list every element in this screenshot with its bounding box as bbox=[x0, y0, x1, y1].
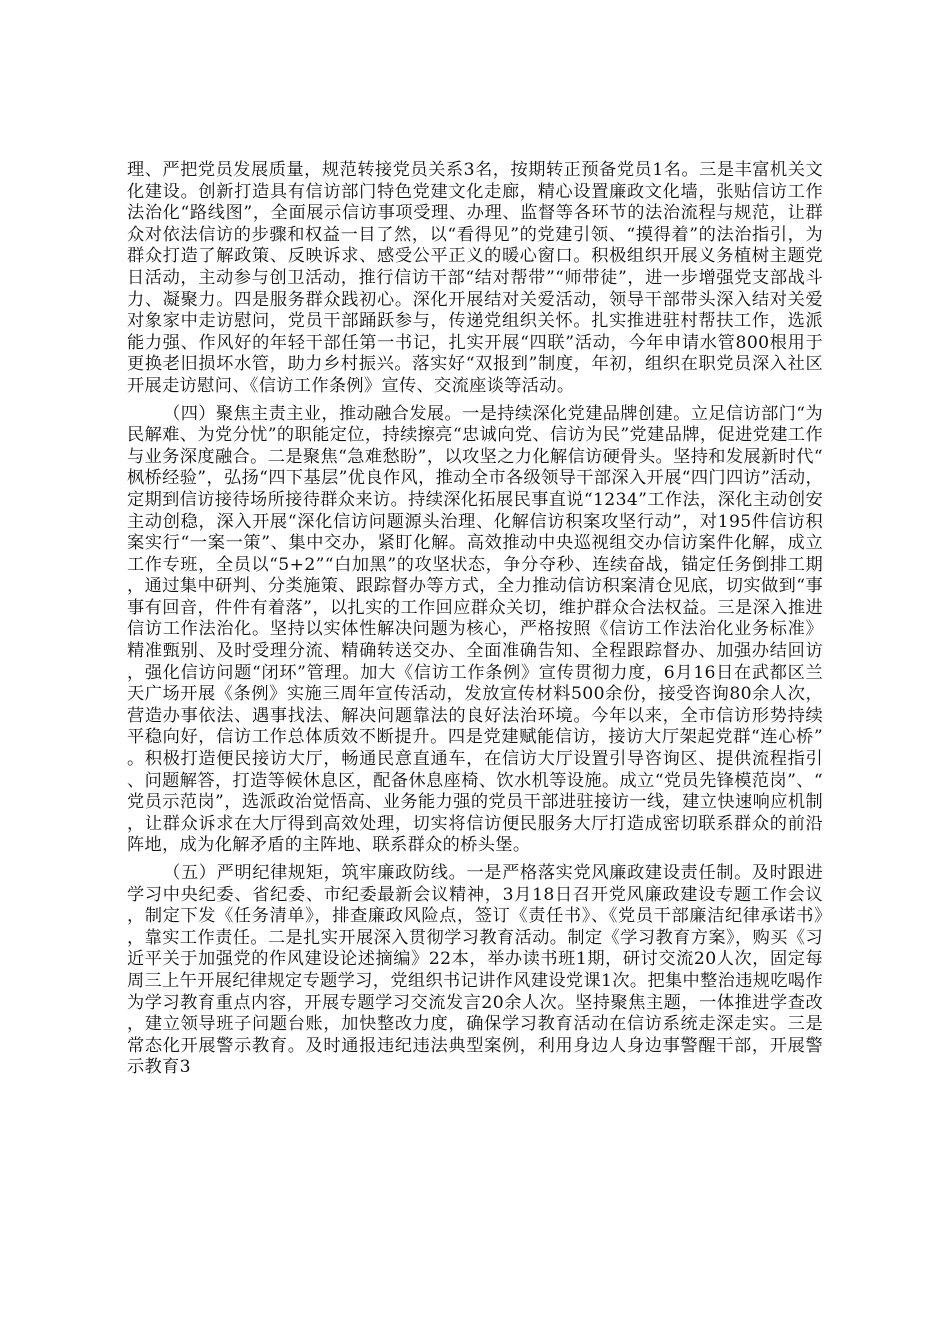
document-body bbox=[127, 160, 823, 1085]
paragraph-section-five: （五）严明纪律规矩，筑牢廉政防线。一是严格落实党风廉政建设责任制。及时跟进学习中央纪委、省纪委、市纪委最新会议精神，3月18日召开党风廉政建设专题工作会议，制定下发《任务清单》，排查廉政风险点，签订《责任书》、《党员干部廉洁纪律承诺书》，靠实工作责任。二是扎实开展深入贯彻学习教育活动。制定《学习教育方案》，购买《习近平关于加强党的作风建设论述摘编》22本，举办读书班1期，研讨交流20人次，固定每周三上午开展纪律规定专题学习，党组织书记讲作风建设党课1次。把集中整治违规吃喝作为学习教育重点内容，开展专题学习交流发言20余人次。坚持聚焦主题，一体推进学查改，建立领导班子问题台账，加快整改力度，确保学习教育活动在信访系统走深走实。三是常态化开展警示教育。及时通报违纪违法典型案例，利用身边人身边事警醒干部，开展警示教育3 bbox=[127, 863, 823, 1078]
paragraph-continued: 理、严把党员发展质量，规范转接党员关系3名，按期转正预备党员1名。三是丰富机关文化建设。创新打造具有信访部门特色党建文化走廊，精心设置廉政文化墙，张贴信访工作法治化“路线图”，全面展示信访事项受理、办理、监督等各环节的法治流程与规范，让群众对依法信访的步骤和权益一目了然，以“看得见”的党建引领、“摸得着”的法治指引，为群众打造了解政策、反映诉求、感受公平正义的暖心窗口。积极组织开展义务植树主题党日活动，主动参与创卫活动，推行信访干部“结对帮带”“师带徒”，进一步增强党支部战斗力、凝聚力。四是服务群众践初心。深化开展结对关爱活动，领导干部带头深入结对关爱对象家中走访慰问，党员干部踊跃参与，传递党组织关怀。扎实推进驻村帮扶工作，选派能力强、作风好的年轻干部任第一书记，扎实开展“四联”活动，今年申请水管800根用于更换老旧损坏水管，助力乡村振兴。落实好“双报到”制度，年初，组织在职党员深入社区开展走访慰问、《信访工作条例》宣传、交流座谈等活动。 bbox=[127, 160, 823, 396]
paragraph-section-four: （四）聚焦主责主业，推动融合发展。一是持续深化党建品牌创建。立足信访部门“为民解难、为党分忧”的职能定位，持续擦亮“忠诚向党、信访为民”党建品牌，促进党建工作与业务深度融合。二是聚焦“急难愁盼”，以攻坚之力化解信访硬骨头。坚持和发展新时代“枫桥经验”，弘扬“四下基层”优良作风，推动全市各级领导干部深入开展“四门四访”活动，定期到信访接待场所接待群众来访。持续深化拓展民事直说“1234”工作法，深化主动创安主动创稳，深入开展“深化信访问题源头治理、化解信访积案攻坚行动”，对195件信访积案实行“一案一策”、集中交办，紧盯化解。高效推动中央巡视组交办信访案件化解，成立工作专班，全员以“5+2”“白加黑”的攻坚状态，争分夺秒、连续奋战，锚定任务倒排工期，通过集中研判、分类施策、跟踪督办等方式，全力推动信访积案清仓见底，切实做到“事事有回音，件件有着落”，以扎实的工作回应群众关切，维护群众合法权益。三是深入推进信访工作法治化。坚持以实体性解决问题为核心，严格按照《信访工作法治化业务标准》精准甄别、及时受理分流、精确转送交办、全面准确告知、全程跟踪督办、加强办结回访，强化信访问题“闭环”管理。加大《信访工作条例》宣传贯彻力度，6月16日在武都区兰天广场开展《条例》实施三周年宣传活动，发放宣传材料500余份，接受咨询80余人次，营造办事依法、遇事找法、解决问题靠法的良好法治环境。今年以来，全市信访形势持续平稳向好，信访工作总体质效不断提升。四是党建赋能信访，接访大厅架起党群“连心桥”。积极打造便民接访大厅，畅通民意直通车，在信访大厅设置引导咨询区、提供流程指引、问题解答，打造等候休息区，配备休息座椅、饮水机等设施。成立“党员先锋模范岗”、“党员示范岗”，选派政治觉悟高、业务能力强的党员干部进驻接访一线，建立快速响应机制，让群众诉求在大厅得到高效处理，切实将信访便民服务大厅打造成密切联系群众的前沿阵地，成为化解矛盾的主阵地、联系群众的桥头堡。 bbox=[127, 403, 823, 856]
